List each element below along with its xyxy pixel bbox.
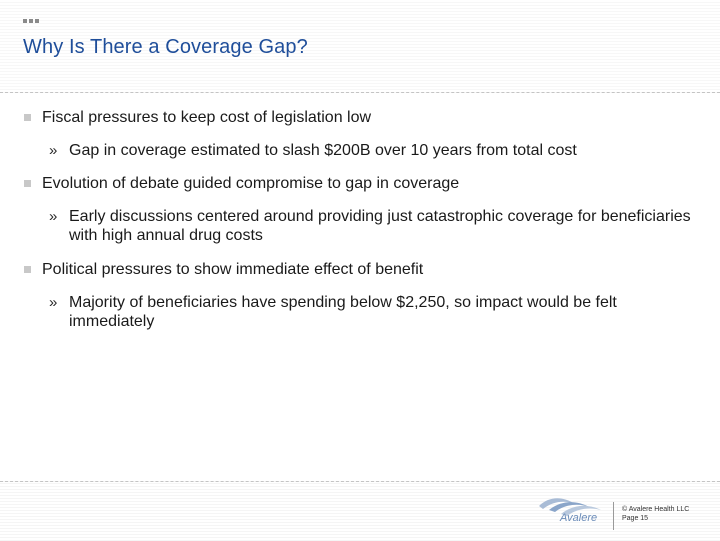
bullet-text: Fiscal pressures to keep cost of legislation low [42, 109, 372, 126]
bullet-item [42, 174, 459, 193]
sub-bullet-marker: » [49, 142, 58, 159]
bullet-text: Evolution of debate guided compromise to gap in coverage [42, 175, 460, 192]
page-number: Page 15 [622, 515, 649, 522]
decorative-squares-icon [23, 19, 39, 23]
bullet-text: Political pressures to show immediate effect of benefit [42, 261, 424, 278]
sub-bullet-text: Gap in coverage estimated to slash $200B over 10 years from total cost [69, 142, 577, 159]
bullet-item [42, 108, 371, 127]
bullet-square-icon [24, 114, 31, 121]
slide-title: Why Is There a Coverage Gap? [23, 36, 308, 58]
footer-separator [613, 502, 614, 530]
sub-bullet-text: Majority of beneficiaries have spending below $2,250, so impact would be felt immediately [69, 294, 617, 330]
bullet-square-icon [24, 180, 31, 187]
header-divider [0, 92, 720, 93]
logo-wordmark: Avalere [560, 512, 598, 524]
sub-bullet-marker: » [49, 208, 58, 225]
sub-bullet-item [49, 141, 699, 160]
bullet-square-icon [24, 266, 31, 273]
sub-bullet-text: Early discussions centered around providing just catastrophic coverage for beneficiaries with high annual drug costs [69, 208, 691, 244]
sub-bullet-item [49, 293, 699, 331]
footer-text [622, 505, 689, 523]
sub-bullet-marker: » [49, 294, 58, 311]
sub-bullet-item [49, 207, 699, 245]
bullet-item [42, 260, 423, 279]
copyright-text: © Avalere Health LLC [622, 506, 690, 513]
